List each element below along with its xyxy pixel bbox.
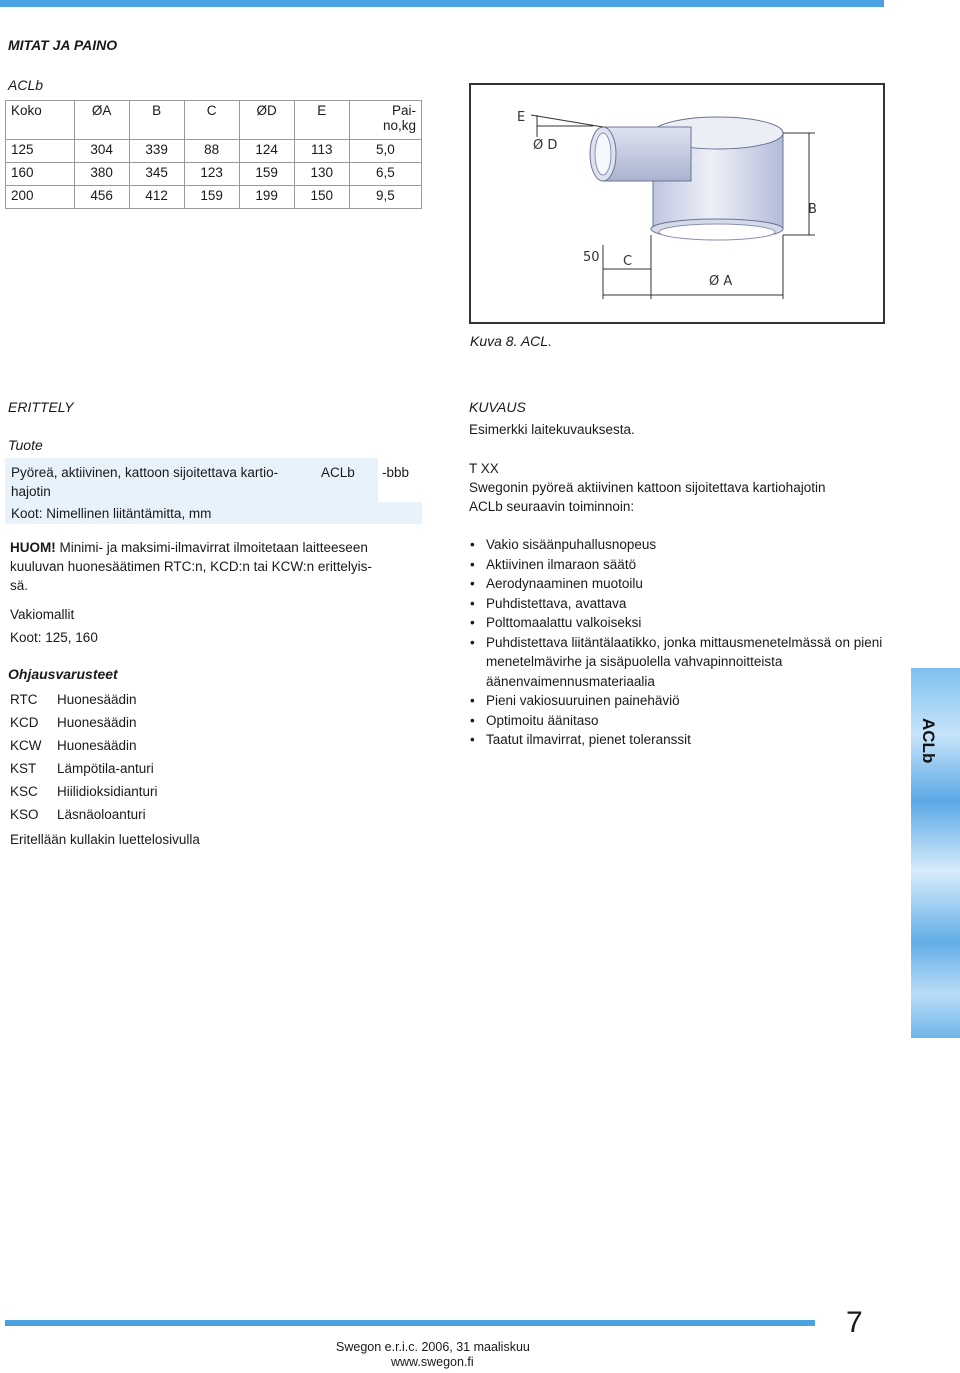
- table-cell: 199: [239, 186, 294, 209]
- footer-web: www.swegon.fi: [391, 1355, 474, 1369]
- huom-note: HUOM! Minimi- ja maksimi-ilmavirrat ilmoitetaan laitteeseen kuuluvan huonesäätimen RTC:n, KCD:n tai KCW:n erittelyis- sä.: [10, 540, 372, 593]
- side-tab-label: ACLb: [919, 718, 938, 764]
- table-cell: 9,5: [349, 186, 421, 209]
- kuvaus-heading: KUVAUS: [469, 399, 526, 415]
- col-header: C: [184, 101, 239, 140]
- suffix-box: [378, 458, 422, 502]
- figure-label-c: C: [623, 254, 633, 269]
- figure-label-od: Ø D: [533, 138, 558, 153]
- col-header-weight: Pai- no,kg: [349, 101, 421, 140]
- product-figure: [469, 83, 885, 324]
- list-item: • Pieni vakiosuuruinen painehäviö: [469, 691, 889, 711]
- table-cell: 339: [129, 140, 184, 163]
- col-header: Koko: [6, 101, 75, 140]
- figure-label-oa: Ø A: [709, 274, 733, 289]
- table-cell: 124: [239, 140, 294, 163]
- list-item: • Vakio sisäänpuhallusnopeus: [469, 535, 889, 555]
- col-header: ØD: [239, 101, 294, 140]
- table-header-row: [6, 101, 422, 140]
- table-cell: 130: [294, 163, 349, 186]
- list-item: KCD Huonesäädin: [10, 715, 137, 730]
- tuote-suffix: -bbb: [382, 465, 410, 480]
- table-cell: 380: [74, 163, 129, 186]
- huom-label: HUOM!: [10, 540, 56, 555]
- table-cell: 345: [129, 163, 184, 186]
- col-header: ØA: [74, 101, 129, 140]
- table-cell: 150: [294, 186, 349, 209]
- top-accent-bar: [0, 0, 884, 7]
- table-cell: 125: [6, 140, 75, 163]
- table-cell: 6,5: [349, 163, 421, 186]
- dimensions-table: [5, 100, 422, 209]
- list-item: • Aktiivinen ilmaraon säätö: [469, 555, 889, 575]
- list-item: • Aerodynaaminen muotoilu: [469, 574, 889, 594]
- footer-company: Swegon e.r.i.c. 2006, 31 maaliskuu: [336, 1340, 530, 1354]
- table-cell: 304: [74, 140, 129, 163]
- kuvaus-code: T XX: [469, 461, 499, 476]
- table-cell: 412: [129, 186, 184, 209]
- vakio-title: Vakiomallit: [10, 607, 75, 622]
- page-number: 7: [846, 1306, 863, 1339]
- diffuser-drawing: [471, 85, 883, 322]
- table-cell: 456: [74, 186, 129, 209]
- tuote-heading: Tuote: [8, 437, 43, 453]
- table-cell: 123: [184, 163, 239, 186]
- list-item: • Optimoitu äänitaso: [469, 711, 889, 731]
- table-cell: 113: [294, 140, 349, 163]
- dims-heading: MITAT JA PAINO: [8, 37, 118, 53]
- order-note: Eritellään kullakin luettelosivulla: [10, 832, 200, 847]
- list-item: • Puhdistettava, avattava: [469, 594, 889, 614]
- tuote-line2: hajotin: [11, 484, 51, 499]
- list-item: • Taatut ilmavirrat, pienet toleranssit: [469, 730, 889, 750]
- table-cell: 200: [6, 186, 75, 209]
- dims-subheading: ACLb: [8, 77, 44, 93]
- bottom-accent-bar: [5, 1320, 815, 1326]
- table-cell: 5,0: [349, 140, 421, 163]
- figure-label-b: B: [808, 202, 817, 217]
- vakio-koot: Koot: 125, 160: [10, 630, 98, 645]
- kuvaus-line1: Swegonin pyöreä aktiivinen kattoon sijoitettava kartiohajotin: [469, 480, 826, 495]
- table-row: [6, 163, 422, 186]
- tuote-box: [5, 458, 422, 524]
- kuvaus-example: Esimerkki laitekuvauksesta.: [469, 422, 635, 437]
- ohjaus-heading: Ohjausvarusteet: [8, 666, 118, 682]
- table-cell: 160: [6, 163, 75, 186]
- list-item: KSO Läsnäoloanturi: [10, 807, 146, 822]
- kuvaus-line2: ACLb seuraavin toiminnoin:: [469, 499, 635, 514]
- table-row: [6, 140, 422, 163]
- col-header: E: [294, 101, 349, 140]
- list-item: • Puhdistettava liitäntälaatikko, jonka mittausmenetelmässä on pieni menetelmävirhe ja sisäpuolella vahvapinnoitteista äänenvaimennusmateriaalia: [469, 633, 889, 692]
- table-row: [6, 186, 422, 209]
- erittely-heading: ERITTELY: [8, 399, 74, 415]
- tuote-line1: Pyöreä, aktiivinen, kattoon sijoitettava kartio-: [11, 465, 279, 480]
- table-cell: 159: [239, 163, 294, 186]
- list-item: RTC Huonesäädin: [10, 692, 137, 707]
- tuote-koot: Koot: Nimellinen liitäntämitta, mm: [11, 506, 212, 521]
- table-cell: 88: [184, 140, 239, 163]
- feature-list: [469, 535, 889, 750]
- table-cell: 159: [184, 186, 239, 209]
- col-header: B: [129, 101, 184, 140]
- figure-label-50: 50: [583, 250, 600, 265]
- list-item: KST Lämpötila-anturi: [10, 761, 154, 776]
- figure-label-e: E: [517, 110, 526, 125]
- tuote-code: ACLb: [321, 465, 355, 480]
- list-item: KSC Hiilidioksidianturi: [10, 784, 158, 799]
- list-item: • Polttomaalattu valkoiseksi: [469, 613, 889, 633]
- list-item: KCW Huonesäädin: [10, 738, 137, 753]
- figure-caption: Kuva 8. ACL.: [470, 333, 552, 349]
